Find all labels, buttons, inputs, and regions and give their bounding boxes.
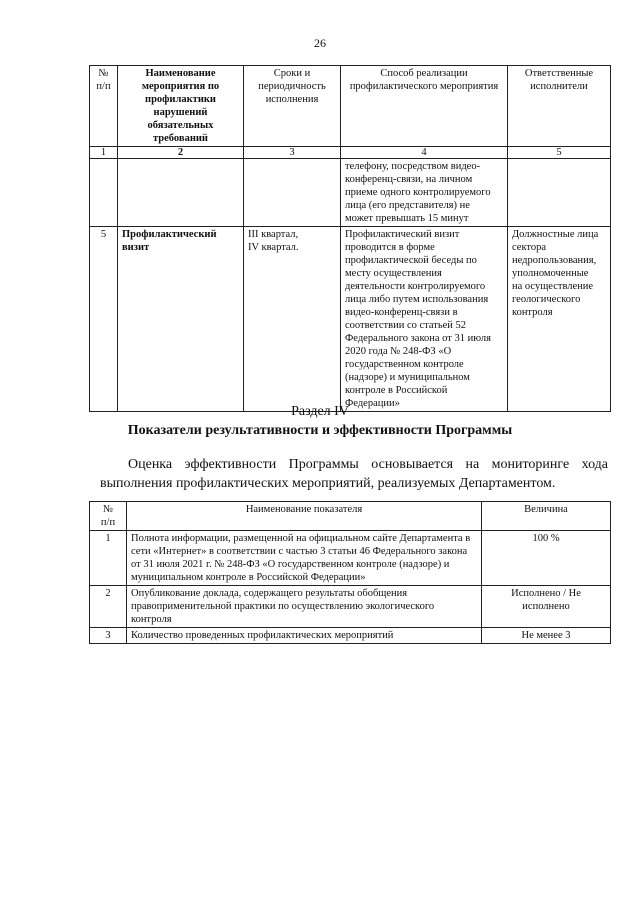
measure-responsible: Должностные лица сектора недропользования, уполномоченные на осуществление геологического контроля <box>508 227 611 412</box>
header-method: Способ реализации профилактического мероприятия <box>341 66 508 147</box>
column-number: 1 <box>90 147 118 159</box>
header-period: Сроки и периодичность исполнения <box>244 66 341 147</box>
header-indicator-name: Наименование показателя <box>127 502 482 531</box>
column-number: 4 <box>341 147 508 159</box>
row-number: 2 <box>90 586 127 628</box>
indicator-name: Количество проведенных профилактических мероприятий <box>127 628 482 644</box>
table-row <box>90 159 611 227</box>
prevention-measures-table <box>89 65 611 412</box>
column-number: 3 <box>244 147 341 159</box>
header-responsible: Ответственные исполнители <box>508 66 611 147</box>
table-row <box>90 586 611 628</box>
measure-name <box>118 159 244 227</box>
measure-name: Профилактический визит <box>118 227 244 412</box>
indicator-name: Опубликование доклада, содержащего результаты обобщения правоприменительной практики по осуществлению экологического контроля <box>127 586 482 628</box>
row-number: 5 <box>90 227 118 412</box>
row-number: 1 <box>90 531 127 586</box>
body-paragraph: Оценка эффективности Программы основывается на мониторинге хода выполнения профилактических мероприятий, реализуемых Департаментом. <box>100 457 608 491</box>
page-number: 26 <box>314 36 326 50</box>
table-header-row <box>90 502 611 531</box>
measure-method: телефону, посредством видео- конференц-связи, на личном приеме одного контролируемого лица (его представителя) не может превышать 15 минут <box>341 159 508 227</box>
header-number: № п/п <box>90 66 118 147</box>
header-value: Величина <box>482 502 611 531</box>
header-measure-name: Наименование мероприятия по профилактики нарушений обязательных требований <box>118 66 244 147</box>
table-header-row <box>90 66 611 147</box>
row-number <box>90 159 118 227</box>
indicators-table <box>89 501 611 644</box>
column-number: 5 <box>508 147 611 159</box>
indicator-value: Исполнено / Не исполнено <box>482 586 611 628</box>
indicator-name: Полнота информации, размещенной на официальном сайте Департамента в сети «Интернет» в соответствии с частью 3 статьи 46 Федерального закона от 31 июля 2021 г. № 248-ФЗ «О государственном контроле (надзоре) и муниципальном контроле в Российской Федерации» <box>127 531 482 586</box>
measure-period <box>244 159 341 227</box>
indicator-value: 100 % <box>482 531 611 586</box>
indicator-value: Не менее 3 <box>482 628 611 644</box>
table-row <box>90 227 611 412</box>
measure-responsible <box>508 159 611 227</box>
table-row <box>90 628 611 644</box>
section-title: Раздел IV <box>291 404 349 419</box>
header-number: № п/п <box>90 502 127 531</box>
column-numbers-row <box>90 147 611 159</box>
table-row <box>90 531 611 586</box>
measure-method: Профилактический визит проводится в форме профилактической беседы по месту осуществления деятельности контролируемого лица либо путем использования видео-конференц-связи в соответствии со статьей 52 Федерального закона от 31 июля 2020 года № 248-ФЗ «О государственном контроле (надзоре) и муниципальном контроле в Российской Федерации» <box>341 227 508 412</box>
section-subtitle: Показатели результативности и эффективности Программы <box>127 423 513 438</box>
row-number: 3 <box>90 628 127 644</box>
column-number: 2 <box>118 147 244 159</box>
measure-period: III квартал, IV квартал. <box>244 227 341 412</box>
